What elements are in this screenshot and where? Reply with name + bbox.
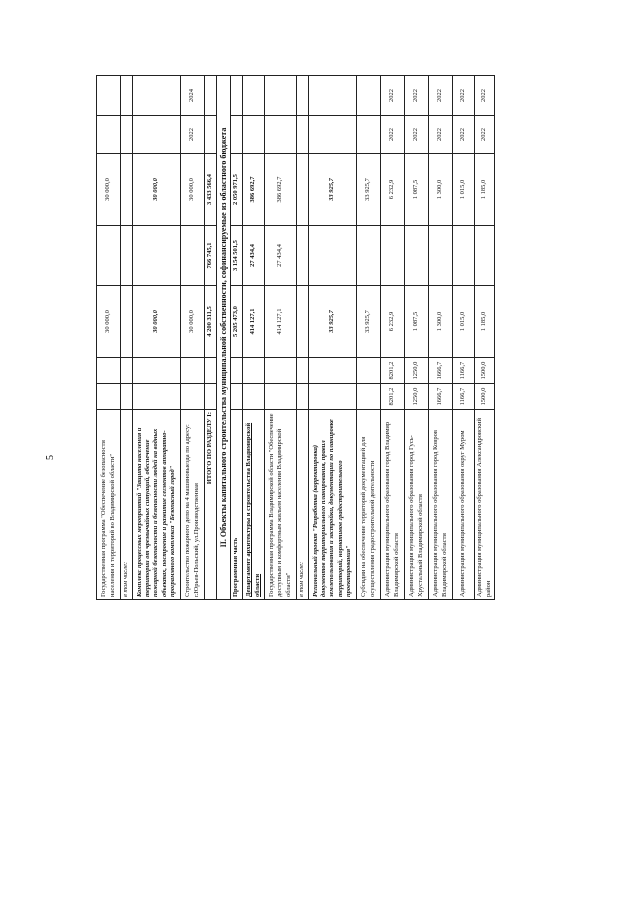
table-row [133, 76, 181, 600]
cell-c5: 2 050 971,5 [231, 154, 243, 226]
cell-c6 [121, 116, 133, 154]
cell-c4 [97, 226, 121, 286]
table-row [205, 76, 217, 600]
cell-c7 [231, 76, 243, 116]
row-name: Государственная программа Владимирской области "Обеспечение доступным и комфортным жильем населения Владимирской области" [265, 410, 297, 600]
row-name: Администрация муниципального образования город Владимир Владимирской области [381, 410, 405, 600]
cell-c5: 30 000,0 [97, 154, 121, 226]
cell-c7 [309, 76, 357, 116]
row-name: Строительство пожарного депо на 4 машиновыезда по адресу: г.Юрьев-Польский, ул.Производственная [181, 410, 205, 600]
cell-c2: 8201,2 [381, 358, 405, 384]
table-row [217, 76, 231, 600]
budget-table [96, 76, 640, 600]
cell-c6: 2022 [429, 116, 453, 154]
cell-c2 [231, 358, 243, 384]
cell-c2 [205, 358, 217, 384]
row-name: в том числе: [121, 410, 133, 600]
cell-c1 [121, 384, 133, 410]
cell-c3: 1 300,0 [429, 286, 453, 358]
cell-c3: 1 015,0 [453, 286, 475, 358]
cell-c7: 2022 [475, 76, 495, 116]
row-name: Субсидии на обеспечение территорий документацией для осуществления градостроительной деятельности [357, 410, 381, 600]
cell-c4 [121, 226, 133, 286]
cell-c2 [181, 358, 205, 384]
table-row [453, 76, 475, 600]
cell-c5: 30 000,0 [181, 154, 205, 226]
cell-c1: 1166,7 [453, 384, 475, 410]
cell-c2 [357, 358, 381, 384]
table-row [121, 76, 133, 600]
row-name: Департамент архитектуры и строительства Владимирской области [243, 410, 265, 600]
cell-c1 [309, 384, 357, 410]
cell-c6 [265, 116, 297, 154]
section-heading: II. Объекты капитального строительства муниципальной собственности, софинансируемые из областного бюджета [217, 76, 231, 600]
table-row [243, 76, 265, 600]
row-name: Администрация муниципального образования город Гусь-Хрустальный Владимирской области [405, 410, 429, 600]
cell-c4 [133, 226, 181, 286]
cell-c3 [121, 286, 133, 358]
cell-c2: 1500,0 [475, 358, 495, 384]
rotated-page [96, 36, 640, 597]
cell-c1: 1666,7 [429, 384, 453, 410]
cell-c4: 27 434,4 [265, 226, 297, 286]
cell-c4 [297, 226, 309, 286]
cell-c2 [133, 358, 181, 384]
cell-c1: 8201,2 [381, 384, 405, 410]
cell-c5 [121, 154, 133, 226]
cell-c5: 1 185,0 [475, 154, 495, 226]
cell-c6 [97, 116, 121, 154]
cell-c6 [231, 116, 243, 154]
cell-c4 [475, 226, 495, 286]
cell-c3: 1 185,0 [475, 286, 495, 358]
cell-c5: 3 433 566,4 [205, 154, 217, 226]
cell-c5: 33 925,7 [357, 154, 381, 226]
cell-c7 [297, 76, 309, 116]
cell-c5: 33 925,7 [309, 154, 357, 226]
cell-c7: 2024 [181, 76, 205, 116]
cell-c4 [429, 226, 453, 286]
cell-c2: 1250,0 [405, 358, 429, 384]
row-name: Программная часть [231, 410, 243, 600]
cell-c7 [133, 76, 181, 116]
cell-c3: 414 127,1 [243, 286, 265, 358]
cell-c6: 2022 [453, 116, 475, 154]
cell-c6 [357, 116, 381, 154]
cell-c6 [309, 116, 357, 154]
table-row [265, 76, 297, 600]
cell-c4: 3 154 501,5 [231, 226, 243, 286]
cell-c3: 33 925,7 [357, 286, 381, 358]
cell-c3: 30 000,0 [133, 286, 181, 358]
cell-c5: 1 300,0 [429, 154, 453, 226]
cell-c4 [309, 226, 357, 286]
cell-c7 [97, 76, 121, 116]
cell-c6 [243, 116, 265, 154]
cell-c5: 386 692,7 [243, 154, 265, 226]
cell-c2: 1666,7 [429, 358, 453, 384]
row-name: Государственная программа "Обеспечение безопасности населения и территорий во Владимирской области" [97, 410, 121, 600]
table-row [309, 76, 357, 600]
cell-c2 [265, 358, 297, 384]
cell-c1 [243, 384, 265, 410]
cell-c6: 2022 [181, 116, 205, 154]
row-name: Региональный проект "Разработка (корректировка) документов территориального планирования, правил землепользования и застройки, документации по планировке территорий, нормативов градостроительного проектирования" [309, 410, 357, 600]
table-row [381, 76, 405, 600]
cell-c3: 30 000,0 [97, 286, 121, 358]
cell-c1 [357, 384, 381, 410]
table-row [475, 76, 495, 600]
cell-c1 [265, 384, 297, 410]
cell-c7 [121, 76, 133, 116]
row-name: ИТОГО ПО РАЗДЕЛУ I: [205, 410, 217, 600]
cell-c3: 33 925,7 [309, 286, 357, 358]
cell-c4 [453, 226, 475, 286]
cell-c4 [357, 226, 381, 286]
cell-c6: 2022 [405, 116, 429, 154]
cell-c6: 2022 [381, 116, 405, 154]
cell-c3: 30 000,0 [181, 286, 205, 358]
row-name: в том числе: [297, 410, 309, 600]
table-row [429, 76, 453, 600]
cell-c3 [297, 286, 309, 358]
cell-c6 [205, 116, 217, 154]
cell-c6 [133, 116, 181, 154]
table-row [405, 76, 429, 600]
row-name: Администрация муниципального образования округ Муром [453, 410, 475, 600]
cell-c3: 6 232,9 [381, 286, 405, 358]
cell-c5: 1 087,5 [405, 154, 429, 226]
cell-c4: 27 434,4 [243, 226, 265, 286]
cell-c2 [309, 358, 357, 384]
table-row [357, 76, 381, 600]
cell-c1 [297, 384, 309, 410]
row-name: Комплекс процессных мероприятий "Защита населения и территории от чрезвычайных ситуаций, обеспечение пожарной безопасности и безопасности людей на водных объектах, построение и развитие сегментов аппаратно-программного комплекса "Безопасный город" [133, 410, 181, 600]
cell-c7: 2022 [381, 76, 405, 116]
table-row [297, 76, 309, 600]
row-name: Администрация муниципального образования Александровский район [475, 410, 495, 600]
cell-c1 [181, 384, 205, 410]
table-row [97, 76, 121, 600]
cell-c5: 386 692,7 [265, 154, 297, 226]
cell-c3: 5 205 473,0 [231, 286, 243, 358]
cell-c7: 2022 [453, 76, 475, 116]
cell-c5: 6 232,9 [381, 154, 405, 226]
cell-c5 [297, 154, 309, 226]
cell-c3: 1 087,5 [405, 286, 429, 358]
cell-c7 [265, 76, 297, 116]
cell-c7 [205, 76, 217, 116]
cell-c2 [297, 358, 309, 384]
cell-c4: 766 745,1 [205, 226, 217, 286]
cell-c7: 2022 [429, 76, 453, 116]
cell-c6: 2022 [475, 116, 495, 154]
cell-c2: 1166,7 [453, 358, 475, 384]
cell-c3: 414 127,1 [265, 286, 297, 358]
cell-c1 [205, 384, 217, 410]
cell-c4 [381, 226, 405, 286]
cell-c2 [97, 358, 121, 384]
cell-c1 [97, 384, 121, 410]
cell-c6 [297, 116, 309, 154]
cell-c1 [231, 384, 243, 410]
cell-c1: 1250,0 [405, 384, 429, 410]
page-number: 5 [45, 455, 56, 460]
cell-c4 [181, 226, 205, 286]
cell-c5: 1 015,0 [453, 154, 475, 226]
cell-c7 [357, 76, 381, 116]
cell-c2 [121, 358, 133, 384]
table-row [231, 76, 243, 600]
cell-c3: 4 200 311,5 [205, 286, 217, 358]
cell-c7 [243, 76, 265, 116]
row-name: Администрация муниципального образования город Ковров Владимирской области [429, 410, 453, 600]
cell-c4 [405, 226, 429, 286]
table-row [181, 76, 205, 600]
cell-c1: 1500,0 [475, 384, 495, 410]
cell-c5: 30 000,0 [133, 154, 181, 226]
cell-c1 [133, 384, 181, 410]
cell-c7: 2022 [405, 76, 429, 116]
cell-c2 [243, 358, 265, 384]
